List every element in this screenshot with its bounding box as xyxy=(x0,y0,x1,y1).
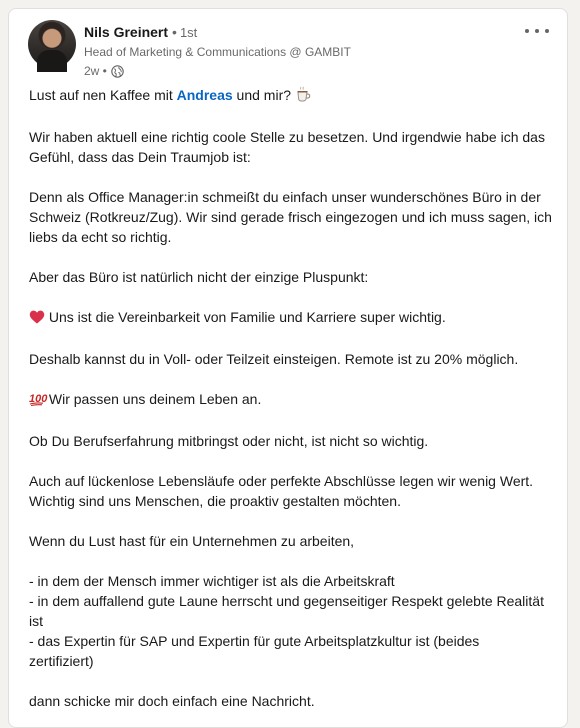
author-headline: Head of Marketing & Communications @ GAMBIT xyxy=(84,45,351,59)
post-body xyxy=(29,85,561,711)
post-intro xyxy=(29,85,561,107)
bullet-1: - in dem der Mensch immer wichtiger ist als die Arbeitskraft xyxy=(29,573,395,589)
paragraph-9: Wenn du Lust hast für ein Unternehmen zu arbeiten, xyxy=(29,533,355,549)
intro-text: Lust auf nen Kaffee mit xyxy=(29,87,177,103)
bullet-2: - in dem auffallend gute Laune herrscht und gegenseitiger Respekt gelebte Realität ist xyxy=(29,593,544,629)
post-timestamp: 2w • xyxy=(84,64,107,78)
author-name[interactable]: Nils Greinert xyxy=(84,24,169,40)
post-meta xyxy=(84,64,124,78)
paragraph-6 xyxy=(29,389,561,411)
svg-text:100: 100 xyxy=(29,393,48,405)
paragraph-6-text: Wir passen uns deinem Leben an. xyxy=(48,391,262,407)
feed-post-card xyxy=(8,8,568,728)
hundred-points-icon xyxy=(29,391,48,411)
paragraph-4 xyxy=(29,307,561,329)
paragraph-8: Auch auf lückenlose Lebensläufe oder perfekte Abschlüsse legen wir wenig Wert. Wichtig sind uns Menschen, die proaktiv gestalten möchten. xyxy=(29,473,534,509)
more-options-icon[interactable] xyxy=(525,24,549,38)
globe-icon xyxy=(111,65,124,78)
author-line xyxy=(84,24,197,40)
degree-separator: • xyxy=(172,24,177,40)
paragraph-7: Ob Du Berufserfahrung mitbringst oder nicht, ist nicht so wichtig. xyxy=(29,433,429,449)
coffee-emoji-icon xyxy=(295,86,312,107)
mention-andreas[interactable]: Andreas xyxy=(176,87,233,103)
paragraph-4-text: Uns ist die Vereinbarkeit von Familie und Karriere super wichtig. xyxy=(48,309,446,325)
author-avatar[interactable] xyxy=(28,20,76,68)
intro-text-end: und mir? xyxy=(232,87,292,103)
paragraph-1: Wir haben aktuell eine richtig coole Stelle zu besetzen. Und irgendwie habe ich das Gefühl, dass das Dein Traumjob ist: xyxy=(29,129,545,165)
bullet-3: - das Expertin für SAP und Expertin für gute Arbeitsplatzkultur ist (beides zertifiziert) xyxy=(29,633,480,669)
paragraph-5: Deshalb kannst du in Voll- oder Teilzeit einsteigen. Remote ist zu 20% möglich. xyxy=(29,351,519,367)
paragraph-2: Denn als Office Manager:in schmeißt du einfach unser wunderschönes Büro in der Schweiz (Rotkreuz/Zug). Wir sind gerade frisch eingezogen und ich muss sagen, ich liebs da echt so richtig. xyxy=(29,189,552,245)
connection-degree: 1st xyxy=(179,25,198,40)
red-heart-icon xyxy=(29,309,45,329)
paragraph-10: dann schicke mir doch einfach eine Nachricht. xyxy=(29,693,315,709)
paragraph-3: Aber das Büro ist natürlich nicht der einzige Pluspunkt: xyxy=(29,269,369,285)
